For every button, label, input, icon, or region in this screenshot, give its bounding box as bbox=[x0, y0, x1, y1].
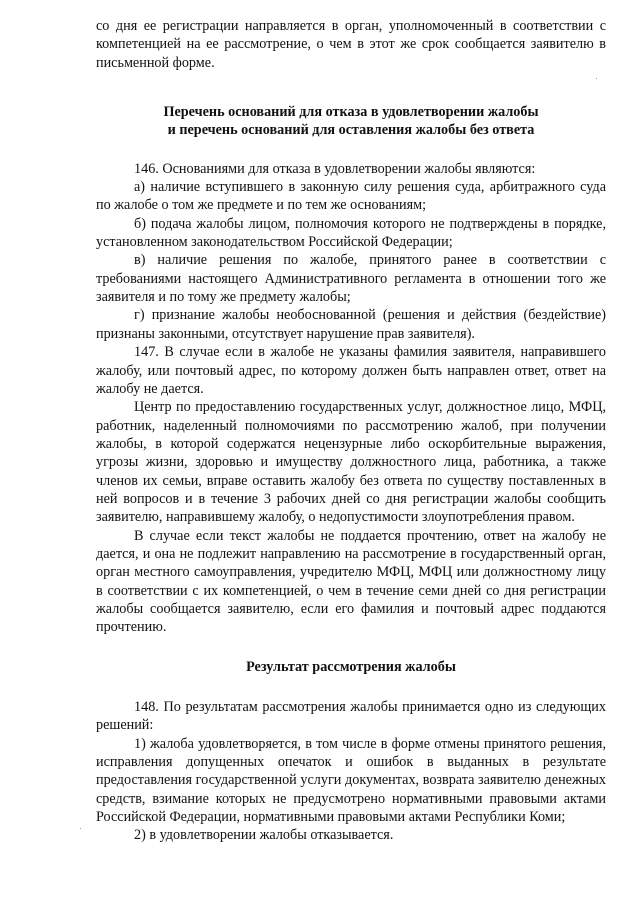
paragraph-147: 147. В случае если в жалобе не указаны фамилия заявителя, направившего жалобу, или почтовый адрес, по которому должен быть направлен ответ, ответ на жалобу не дается. bbox=[96, 344, 606, 397]
section-heading-result: Результат рассмотрения жалобы bbox=[246, 658, 456, 675]
scan-speck bbox=[596, 78, 597, 79]
paragraph-147-unreadable: В случае если текст жалобы не поддается прочтению, ответ на жалобу не дается, и она не подлежит направлению на рассмотрение в государственный орган, орган местного самоуправления, учредителю МФЦ, МФЦ или должностному лицу в соответствии с их компетенцией, о чем в течение семи дней со дня регистрации жалобы сообщается заявителю, если его фамилия и почтовый адрес поддаются прочтению. bbox=[96, 527, 606, 636]
scan-speck bbox=[80, 828, 81, 829]
paragraph-147-center: Центр по предоставлению государственных услуг, должностное лицо, МФЦ, работник, наделенный полномочиями по рассмотрению жалоб, при получении жалобы, в которой содержатся нецензурные либо оскорбительные выражения, угрозы жизни, здоровью и имуществу должностного лица, работника, а также членов их семьи, вправе оставить жалобу без ответа по существу поставленных в ней вопросов и в течение 3 рабочих дней со дня регистрации жалобы сообщить заявителю, направившему жалобу, о недопустимости злоупотребления правом. bbox=[96, 399, 606, 526]
section-heading-line-1: Перечень оснований для отказа в удовлетворении жалобы bbox=[163, 104, 539, 121]
section-heading-refusal-grounds bbox=[96, 103, 606, 140]
list-item-1: 1) жалоба удовлетворяется, в том числе в форме отмены принятого решения, исправления допущенных опечаток и ошибок в выданных в результате предоставления государственной услуги документах, возврата заявителю денежных средств, взимание которых не предусмотрено нормативными правовыми актами Российской Федерации, нормативными правовыми актами Республики Коми; bbox=[96, 735, 606, 826]
paragraph-148-lead: 148. По результатам рассмотрения жалобы принимается одно из следующих решений: bbox=[96, 699, 606, 734]
list-item-v: в) наличие решения по жалобе, принятого ранее в соответствии с требованиями настоящего Административного регламента в отношении того же заявителя и по тому же предмету жалобы; bbox=[96, 252, 606, 306]
text-column bbox=[96, 17, 606, 845]
section-heading-line-2: и перечень оснований для оставления жалобы без ответа bbox=[167, 122, 535, 139]
paragraph-146-lead: 146. Основаниями для отказа в удовлетворении жалобы являются: bbox=[134, 160, 536, 177]
intro-paragraph: со дня ее регистрации направляется в орган, уполномоченный в соответствии с компетенцией на ее рассмотрение, о чем в этот же срок сообщается заявителю в письменной форме. bbox=[96, 18, 606, 71]
list-item-b: б) подача жалобы лицом, полномочия которого не подтверждены в порядке, установленном законодательством Российской Федерации; bbox=[96, 215, 606, 251]
list-item-g: г) признание жалобы необоснованной (решения и действия (бездействие) признаны законными, отсутствует нарушение прав заявителя). bbox=[96, 307, 606, 342]
list-item-2: 2) в удовлетворении жалобы отказывается. bbox=[134, 827, 394, 844]
list-item-a: а) наличие вступившего в законную силу решения суда, арбитражного суда по жалобе о том же предмете и по тем же основаниям; bbox=[96, 179, 606, 214]
